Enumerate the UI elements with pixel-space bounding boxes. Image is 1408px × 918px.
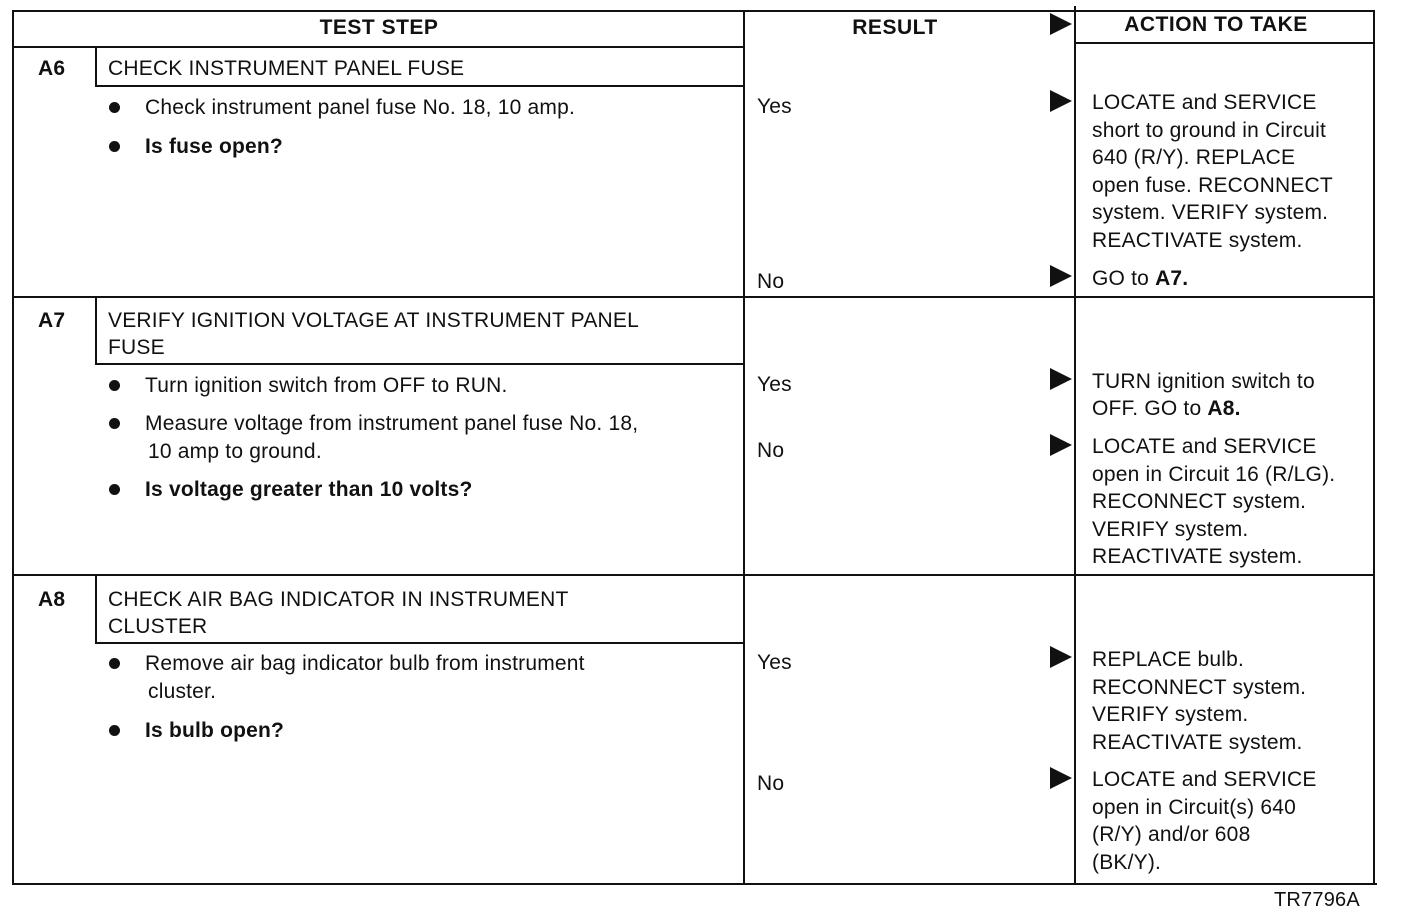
header-action: ACTION TO TAKE [1124,13,1308,36]
result-a8-yes: Yes [757,651,792,674]
step-title-a6: CHECK INSTRUMENT PANEL FUSE [108,57,465,80]
question-a7: Is voltage greater than 10 volts? [145,478,473,501]
arrow-icon [1050,90,1072,112]
result-a7-yes: Yes [757,373,792,396]
result-a6-yes: Yes [757,95,792,118]
result-a7-no: No [757,439,785,462]
instruction-a7-2b: 10 amp to ground. [148,440,322,463]
step-title-a7-1: VERIFY IGNITION VOLTAGE AT INSTRUMENT PANEL [108,309,639,332]
bullet-icon [109,380,120,391]
bullet-icon [109,658,120,669]
header-arrow-icon [1050,13,1072,35]
arrow-icon [1050,368,1072,390]
action-a7-yes-1: TURN ignition switch to [1092,370,1315,393]
arrow-icon [1050,434,1072,456]
step-title-a8-1: CHECK AIR BAG INDICATOR IN INSTRUMENT [108,588,569,611]
result-a8-no: No [757,772,785,795]
action-a6-no: GO to A7. [1092,267,1189,290]
bullet-icon [109,141,120,152]
step-title-a7-2: FUSE [108,336,165,359]
question-a6: Is fuse open? [145,135,283,158]
result-a6-no: No [757,270,785,293]
bullet-icon [109,418,120,429]
arrow-icon [1050,646,1072,668]
question-a8: Is bulb open? [145,719,285,742]
step-title-a8-2: CLUSTER [108,615,208,638]
bullet-icon [109,102,120,113]
instruction-a7-2a: Measure voltage from instrument panel fuse No. 18, [145,412,639,435]
step-id-a6: A6 [38,57,66,80]
bullet-icon [109,725,120,736]
bullet-icon [109,484,120,495]
step-id-a8: A8 [38,588,66,611]
arrow-icon [1050,767,1072,789]
header-test-step: TEST STEP [319,16,439,39]
action-a7-yes-2: OFF. GO to A8. [1092,397,1241,420]
instruction-a7-1: Turn ignition switch from OFF to RUN. [145,374,508,397]
step-id-a7: A7 [38,309,66,332]
figure-id: TR7796A [1274,889,1360,911]
instruction-a6-1: Check instrument panel fuse No. 18, 10 amp. [145,96,575,119]
instruction-a8-1b: cluster. [148,680,217,703]
instruction-a8-1a: Remove air bag indicator bulb from instrument [145,652,585,675]
header-result: RESULT [852,16,938,39]
arrow-icon [1050,265,1072,287]
